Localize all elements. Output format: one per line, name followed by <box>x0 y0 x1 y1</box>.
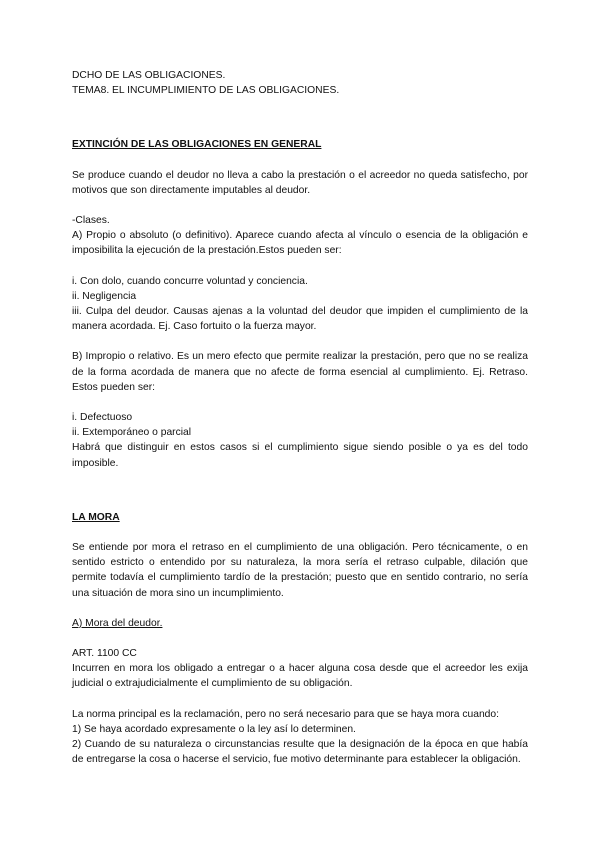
topic-title: TEMA8. EL INCUMPLIMIENTO DE LAS OBLIGACIONES. <box>72 85 340 97</box>
list-item: 1) Se haya acordado expresamente o la ley así lo determinen. <box>72 723 356 735</box>
document-page <box>72 68 528 768</box>
section-heading-mora: LA MORA <box>72 511 120 523</box>
section-heading-extincion: EXTINCIÓN DE LAS OBLIGACIONES EN GENERAL <box>72 139 322 151</box>
paragraph-intro: Se produce cuando el deudor no lleva a cabo la prestación o el acreedor no queda satisfecho, por motivos que son directamente imputables al deudor. <box>72 169 528 196</box>
list-item: iii. Culpa del deudor. Causas ajenas a la voluntad del deudor que impiden el cumplimiento de la manera acordada. Ej. Caso fortuito o la fuerza mayor. <box>72 306 528 333</box>
paragraph-class-b: B) Impropio o relativo. Es un mero efecto que permite realizar la prestación, pero que no se realiza de la forma acordada de manera que no afecte de forma esencial al cumplimiento. Ej. Retraso. Estos pueden ser: <box>72 351 528 393</box>
article-text: Incurren en mora los obligado a entregar o a hacer alguna cosa desde que el acreedor les exija judicial o extrajudicialmente el cumplimiento de su obligación. <box>72 663 528 690</box>
paragraph-rule-intro: La norma principal es la reclamación, pero no será necesario para que se haya mora cuando: <box>72 708 499 720</box>
paragraph-class-a: A) Propio o absoluto (o definitivo). Aparece cuando afecta al vínculo o esencia de la obligación e imposibilita la ejecución de la prestación.Estos pueden ser: <box>72 230 528 257</box>
paragraph-mora-intro: Se entiende por mora el retraso en el cumplimiento de una obligación. Pero técnicamente, o en sentido estricto o entendido por su naturaleza, la mora sería el retraso culpable, dilación que permite todavía el cumplimiento tardío de la prestación; puesto que en sentido contrario, no sería una situación de mora sino un incumplimiento. <box>72 542 528 599</box>
list-item: i. Defectuoso <box>72 412 133 424</box>
list-item: i. Con dolo, cuando concurre voluntad y conciencia. <box>72 275 308 287</box>
article-reference: ART. 1100 CC <box>72 648 137 660</box>
paragraph-note: Habrá que distinguir en estos casos si el cumplimiento sigue siendo posible o ya es del todo imposible. <box>72 442 528 469</box>
list-item: 2) Cuando de su naturaleza o circunstancias resulte que la designación de la época en que había de entregarse la cosa o hacerse el servicio, fue motivo determinante para establecer la obligación. <box>72 739 528 766</box>
list-item: ii. Extemporáneo o parcial <box>72 427 192 439</box>
subheading-mora-deudor: A) Mora del deudor. <box>72 617 163 629</box>
course-title: DCHO DE LAS OBLIGACIONES. <box>72 70 226 81</box>
list-item: ii. Negligencia <box>72 290 137 302</box>
classes-label: -Clases. <box>72 215 110 227</box>
